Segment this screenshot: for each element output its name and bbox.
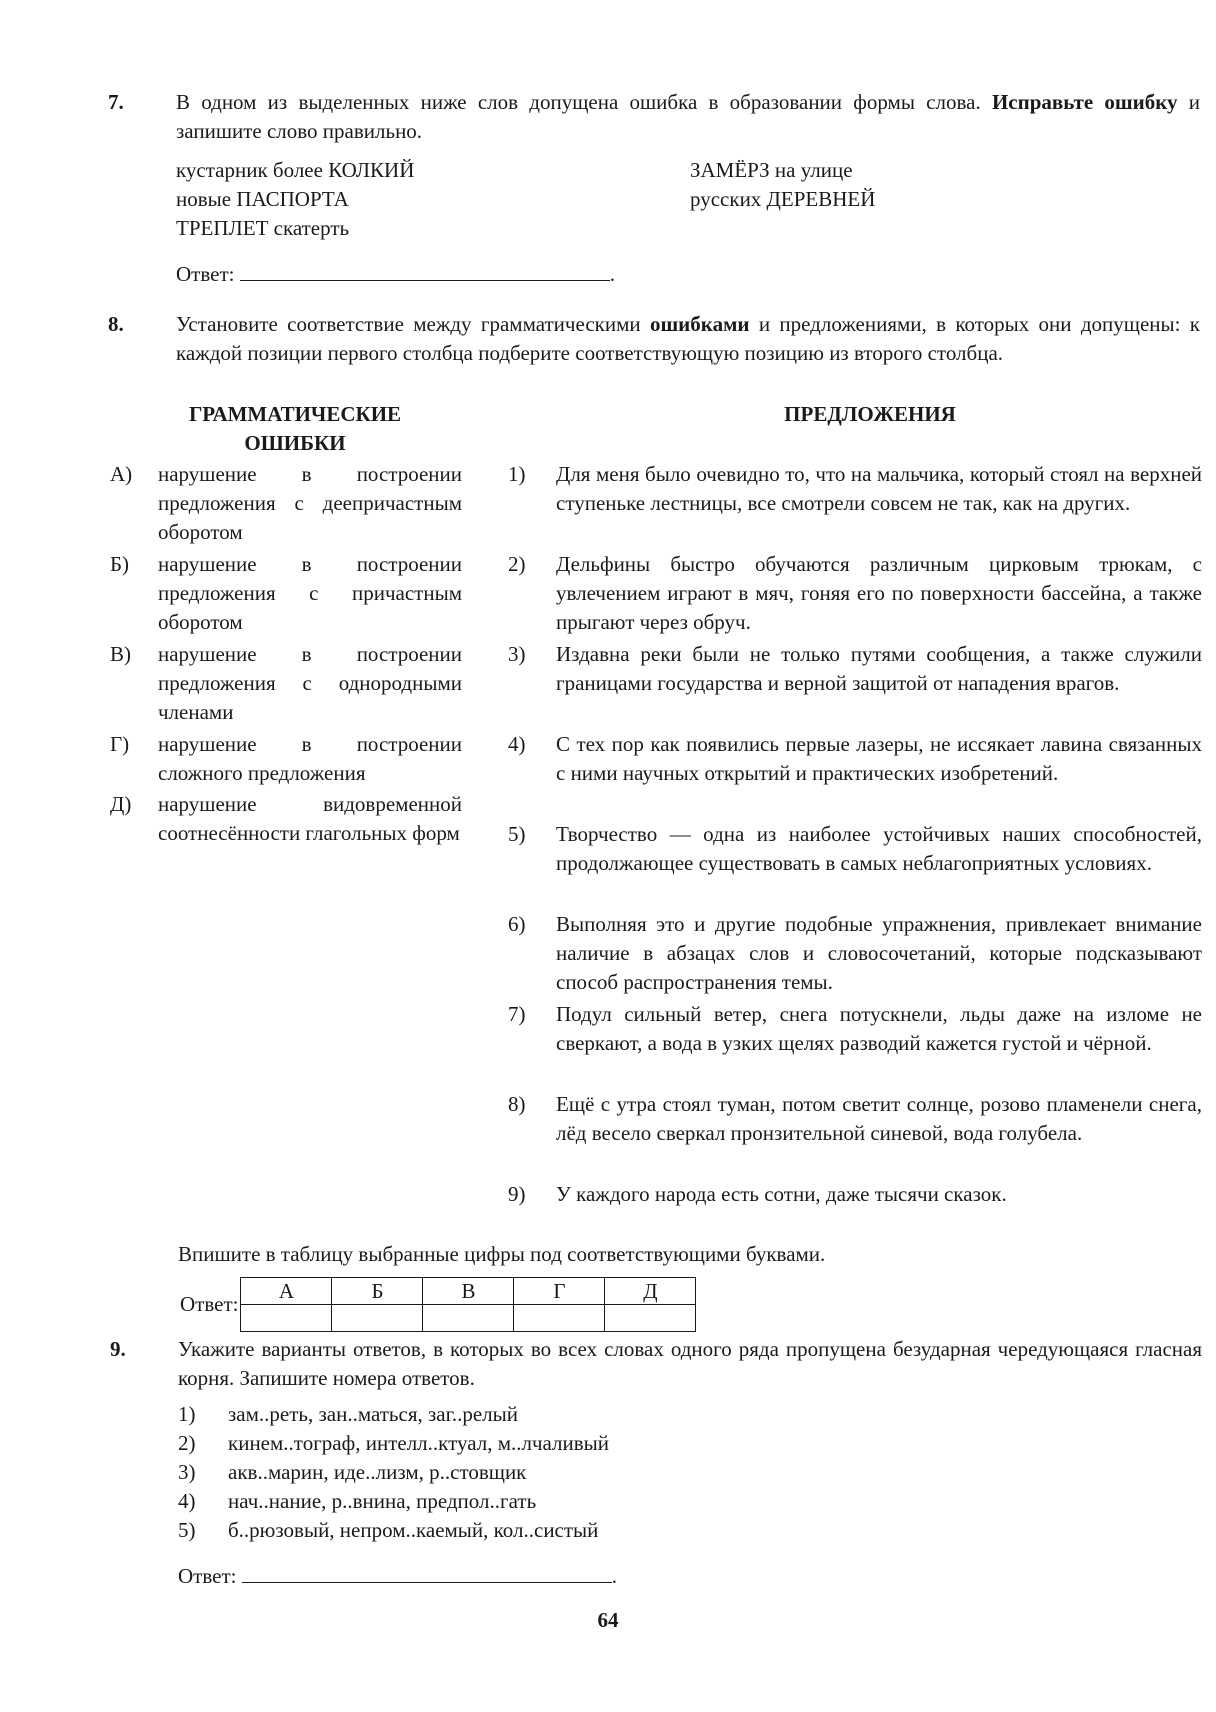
- option-number: 3): [178, 1460, 196, 1484]
- error-letter: Б): [110, 552, 130, 576]
- q7-answer-label: Ответ:: [176, 262, 235, 286]
- answer-cell-v[interactable]: [423, 1304, 514, 1331]
- sentence-number: 5): [508, 822, 526, 846]
- q8-prompt: [176, 310, 1200, 368]
- q8-sentence-6: [508, 910, 1202, 997]
- q8-sentence-3: [508, 640, 1202, 698]
- answer-col-g: Г: [514, 1277, 605, 1304]
- error-text: нарушение в построении предложения с однородными членами: [158, 642, 462, 724]
- q8-error-a: [110, 460, 462, 547]
- q7-prompt-b: и запишите слово правильно.: [176, 90, 1201, 143]
- q8-error-b: [110, 550, 462, 637]
- option-text: б..рюзовый, непром..каемый, кол..систый: [228, 1518, 599, 1542]
- answer-cell-g[interactable]: [514, 1304, 605, 1331]
- sentence-number: 9): [508, 1182, 526, 1206]
- error-letter: Д): [110, 792, 132, 816]
- answer-col-d: Д: [605, 1277, 696, 1304]
- q8-sentence-9: [508, 1180, 1202, 1209]
- sentence-number: 2): [508, 552, 526, 576]
- q7-prompt-bold: Исправьте ошибку: [991, 90, 1178, 114]
- sentence-number: 8): [508, 1092, 526, 1116]
- q9-number: 9.: [110, 1337, 126, 1361]
- q8-table-instruction: Впишите в таблицу выбранные цифры под соответствующими буквами.: [178, 1242, 826, 1266]
- sentence-text: Дельфины быстро обучаются различным цирковым трюкам, с увлечением играют в мяч, гоняя его по поверхности бассейна, а также прыгают через обруч.: [556, 552, 1202, 634]
- sentence-text: Для меня было очевидно то, что на мальчика, который стоял на верхней ступеньке лестницы, все смотрели совсем не так, как на других.: [556, 462, 1202, 515]
- q7-number: 7.: [108, 90, 124, 114]
- q8-error-v: [110, 640, 462, 727]
- answer-col-v: В: [423, 1277, 514, 1304]
- option-number: 2): [178, 1431, 196, 1455]
- q8-answer-table: [240, 1277, 696, 1332]
- q8-prompt-a: Установите соответствие между грамматическими: [176, 312, 641, 336]
- sentence-number: 1): [508, 462, 526, 486]
- sentence-number: 6): [508, 912, 526, 936]
- q8-sentence-5: [508, 820, 1202, 878]
- q7-word-3: ТРЕПЛЕТ скатерть: [176, 216, 350, 240]
- q7-word-2: новые ПАСПОРТА: [176, 187, 349, 211]
- option-text: зам..реть, зан..маться, заг..релый: [228, 1402, 519, 1426]
- q8-error-g: [110, 730, 462, 788]
- sentence-number: 3): [508, 642, 526, 666]
- error-text: нарушение в построении предложения с причастным оборотом: [158, 552, 462, 634]
- q8-sentence-2: [508, 550, 1202, 637]
- error-letter: А): [110, 462, 133, 486]
- page-number: 64: [597, 1608, 619, 1632]
- sentence-text: У каждого народа есть сотни, даже тысячи сказок.: [556, 1182, 1007, 1206]
- q9-option-5: [178, 1516, 598, 1545]
- q8-col-right-title: ПРЕДЛОЖЕНИЯ: [784, 402, 956, 426]
- sentence-number: 7): [508, 1002, 526, 1026]
- sentence-text: Творчество — одна из наиболее устойчивых наших способностей, продолжающее существовать в самых неблагоприятных условиях.: [556, 822, 1202, 875]
- q8-col-left-title: ГРАММАТИЧЕСКИЕ ОШИБКИ: [188, 402, 402, 455]
- q9-answer-label: Ответ:: [178, 1564, 237, 1588]
- sentence-text: Издавна реки были не только путями сообщения, а также служили границами государства и верной защитой от нападения врагов.: [556, 642, 1202, 695]
- option-text: кинем..тограф, интелл..ктуал, м..лчаливый: [228, 1431, 610, 1455]
- option-number: 5): [178, 1518, 196, 1542]
- q8-answer-label: Ответ:: [180, 1291, 239, 1316]
- error-letter: В): [110, 642, 131, 666]
- q9-prompt: Укажите варианты ответов, в которых во всех словах одного ряда пропущена безударная чередующаяся гласная корня. Запишите номера ответов.: [178, 1337, 1202, 1390]
- answer-table-input-row: [241, 1304, 696, 1331]
- sentence-text: Выполняя это и другие подобные упражнения, привлекает внимание наличие в абзацах слов и словосочетаний, которые подсказывают способ распространения темы.: [556, 912, 1202, 994]
- option-number: 1): [178, 1402, 196, 1426]
- sentence-number: 4): [508, 732, 526, 756]
- q8-prompt-b: и предложениями, в которых они допущены: к каждой позиции первого столбца подберите соответствующую позицию из второго столбца.: [176, 312, 1200, 365]
- q7-word-1: кустарник более КОЛКИЙ: [176, 158, 415, 182]
- q8-prompt-bold: ошибками: [649, 312, 750, 336]
- q8-sentence-7: [508, 1000, 1202, 1058]
- option-text: акв..марин, иде..лизм, р..стовщик: [228, 1460, 527, 1484]
- q7-word-5: русских ДЕРЕВНЕЙ: [690, 187, 876, 211]
- answer-cell-a[interactable]: [241, 1304, 332, 1331]
- q9-option-2: [178, 1429, 609, 1458]
- q7-word-4: ЗАМЁРЗ на улице: [690, 158, 853, 182]
- q7-prompt: [176, 88, 1200, 146]
- q7-answer-line: Ответ: .: [176, 262, 615, 286]
- q9-option-4: [178, 1487, 536, 1516]
- q9-option-1: [178, 1400, 518, 1429]
- q8-answer-block: [180, 1276, 696, 1332]
- answer-cell-b[interactable]: [332, 1304, 423, 1331]
- sentence-text: Подул сильный ветер, снега потускнели, льды даже на изломе не сверкают, а вода в узких щелях разводий кажется густой и чёрной.: [556, 1002, 1202, 1055]
- answer-table-header-row: [241, 1277, 696, 1304]
- sentence-text: С тех пор как появились первые лазеры, не иссякает лавина связанных с ними научных открытий и практических изобретений.: [556, 732, 1202, 785]
- option-text: нач..нание, р..внина, предпол..гать: [228, 1489, 537, 1513]
- error-text: нарушение в построении сложного предложения: [158, 732, 462, 785]
- answer-cell-d[interactable]: [605, 1304, 696, 1331]
- answer-col-a: А: [241, 1277, 332, 1304]
- q8-sentence-8: [508, 1090, 1202, 1148]
- q9-answer-field[interactable]: [242, 1562, 612, 1583]
- q8-number: 8.: [108, 312, 124, 336]
- q8-sentence-4: [508, 730, 1202, 788]
- q9-option-3: [178, 1458, 526, 1487]
- q7-answer-field[interactable]: [240, 260, 610, 281]
- error-letter: Г): [110, 732, 130, 756]
- sentence-text: Ещё с утра стоял туман, потом светит солнце, розово пламенели снега, лёд весело сверкал пронзительной синевой, вода голубела.: [556, 1092, 1202, 1145]
- answer-col-b: Б: [332, 1277, 423, 1304]
- error-text: нарушение в построении предложения с деепричастным оборотом: [158, 462, 462, 544]
- q7-prompt-a: В одном из выделенных ниже слов допущена ошибка в образовании формы слова.: [176, 90, 981, 114]
- error-text: нарушение видовременной соотнесённости глагольных форм: [158, 792, 462, 845]
- q9-answer-line: Ответ: .: [178, 1564, 617, 1588]
- q8-error-d: [110, 790, 462, 848]
- option-number: 4): [178, 1489, 196, 1513]
- q8-sentence-1: [508, 460, 1202, 518]
